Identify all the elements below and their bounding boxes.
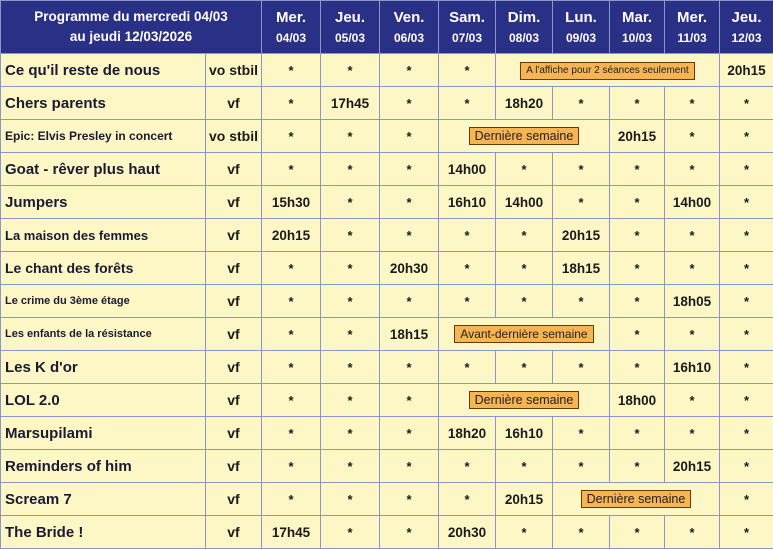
no-showing-mark: * bbox=[665, 153, 720, 186]
day-date: 10/03 bbox=[610, 29, 664, 47]
no-showing-mark: * bbox=[720, 450, 773, 483]
no-showing-mark: * bbox=[380, 54, 439, 87]
no-showing-mark: * bbox=[262, 252, 321, 285]
no-showing-mark: * bbox=[321, 120, 380, 153]
film-row bbox=[1, 417, 773, 450]
no-showing-mark: * bbox=[321, 351, 380, 384]
day-header bbox=[380, 1, 439, 54]
film-row bbox=[1, 384, 773, 417]
no-showing-mark: * bbox=[321, 384, 380, 417]
no-showing-mark: * bbox=[380, 87, 439, 120]
showtime-cell: 16h10 bbox=[439, 186, 496, 219]
day-date: 06/03 bbox=[380, 29, 438, 47]
showtime-cell: 20h15 bbox=[553, 219, 610, 252]
film-version: vf bbox=[206, 417, 262, 450]
no-showing-mark: * bbox=[610, 450, 665, 483]
no-showing-mark: * bbox=[380, 219, 439, 252]
showtime-cell: 20h15 bbox=[262, 219, 321, 252]
day-name: Mer. bbox=[665, 7, 719, 29]
status-banner: Avant-dernière semaine bbox=[454, 325, 593, 343]
no-showing-mark: * bbox=[321, 153, 380, 186]
showtime-cell: 18h15 bbox=[553, 252, 610, 285]
status-banner: A l'affiche pour 2 séances seulement bbox=[520, 62, 694, 80]
no-showing-mark: * bbox=[665, 417, 720, 450]
status-banner: Dernière semaine bbox=[581, 490, 692, 508]
no-showing-mark: * bbox=[665, 87, 720, 120]
no-showing-mark: * bbox=[262, 450, 321, 483]
film-row bbox=[1, 450, 773, 483]
no-showing-mark: * bbox=[439, 219, 496, 252]
no-showing-mark: * bbox=[720, 351, 773, 384]
day-date: 09/03 bbox=[553, 29, 609, 47]
film-version: vf bbox=[206, 186, 262, 219]
no-showing-mark: * bbox=[380, 417, 439, 450]
film-version: vo stbil bbox=[206, 54, 262, 87]
no-showing-mark: * bbox=[380, 516, 439, 549]
no-showing-mark: * bbox=[262, 87, 321, 120]
no-showing-mark: * bbox=[439, 252, 496, 285]
day-name: Mar. bbox=[610, 7, 664, 29]
no-showing-mark: * bbox=[321, 450, 380, 483]
status-banner: Dernière semaine bbox=[469, 391, 580, 409]
no-showing-mark: * bbox=[720, 120, 773, 153]
no-showing-mark: * bbox=[665, 384, 720, 417]
showtime-cell: 18h00 bbox=[610, 384, 665, 417]
no-showing-mark: * bbox=[553, 417, 610, 450]
film-row bbox=[1, 483, 773, 516]
no-showing-mark: * bbox=[720, 516, 773, 549]
no-showing-mark: * bbox=[665, 120, 720, 153]
no-showing-mark: * bbox=[720, 285, 773, 318]
day-date: 04/03 bbox=[262, 29, 320, 47]
film-title: Marsupilami bbox=[1, 417, 206, 450]
no-showing-mark: * bbox=[553, 285, 610, 318]
no-showing-mark: * bbox=[321, 285, 380, 318]
banner-cell bbox=[496, 54, 720, 87]
film-row bbox=[1, 54, 773, 87]
showtime-cell: 20h30 bbox=[380, 252, 439, 285]
no-showing-mark: * bbox=[380, 153, 439, 186]
no-showing-mark: * bbox=[610, 318, 665, 351]
day-name: Ven. bbox=[380, 7, 438, 29]
no-showing-mark: * bbox=[553, 351, 610, 384]
no-showing-mark: * bbox=[380, 483, 439, 516]
day-name: Jeu. bbox=[720, 7, 773, 29]
no-showing-mark: * bbox=[321, 186, 380, 219]
no-showing-mark: * bbox=[496, 219, 553, 252]
showtime-cell: 17h45 bbox=[321, 87, 380, 120]
day-header bbox=[720, 1, 773, 54]
no-showing-mark: * bbox=[262, 384, 321, 417]
no-showing-mark: * bbox=[610, 417, 665, 450]
no-showing-mark: * bbox=[439, 351, 496, 384]
program-title-line2: au jeudi 12/03/2026 bbox=[1, 27, 261, 47]
day-date: 08/03 bbox=[496, 29, 552, 47]
film-title: La maison des femmes bbox=[1, 219, 206, 252]
film-title: Les enfants de la résistance bbox=[1, 318, 206, 351]
no-showing-mark: * bbox=[665, 318, 720, 351]
banner-cell bbox=[439, 120, 610, 153]
no-showing-mark: * bbox=[439, 450, 496, 483]
no-showing-mark: * bbox=[380, 186, 439, 219]
day-name: Lun. bbox=[553, 7, 609, 29]
day-header bbox=[262, 1, 321, 54]
showtime-cell: 18h15 bbox=[380, 318, 439, 351]
no-showing-mark: * bbox=[610, 186, 665, 219]
no-showing-mark: * bbox=[262, 285, 321, 318]
film-version: vf bbox=[206, 87, 262, 120]
film-row bbox=[1, 516, 773, 549]
no-showing-mark: * bbox=[439, 483, 496, 516]
showtime-cell: 18h20 bbox=[439, 417, 496, 450]
film-title: Les K d'or bbox=[1, 351, 206, 384]
showtime-cell: 16h10 bbox=[496, 417, 553, 450]
film-version: vf bbox=[206, 483, 262, 516]
no-showing-mark: * bbox=[262, 351, 321, 384]
no-showing-mark: * bbox=[262, 120, 321, 153]
day-name: Dim. bbox=[496, 7, 552, 29]
no-showing-mark: * bbox=[553, 516, 610, 549]
no-showing-mark: * bbox=[553, 450, 610, 483]
no-showing-mark: * bbox=[720, 186, 773, 219]
film-row bbox=[1, 87, 773, 120]
no-showing-mark: * bbox=[262, 417, 321, 450]
no-showing-mark: * bbox=[720, 153, 773, 186]
no-showing-mark: * bbox=[720, 483, 773, 516]
film-version: vo stbil bbox=[206, 120, 262, 153]
day-header bbox=[321, 1, 380, 54]
status-banner: Dernière semaine bbox=[469, 127, 580, 145]
no-showing-mark: * bbox=[321, 483, 380, 516]
film-title: Chers parents bbox=[1, 87, 206, 120]
banner-cell bbox=[553, 483, 720, 516]
no-showing-mark: * bbox=[610, 153, 665, 186]
showtime-cell: 18h20 bbox=[496, 87, 553, 120]
film-title: LOL 2.0 bbox=[1, 384, 206, 417]
film-version: vf bbox=[206, 318, 262, 351]
showtime-cell: 20h15 bbox=[610, 120, 665, 153]
no-showing-mark: * bbox=[380, 351, 439, 384]
film-version: vf bbox=[206, 450, 262, 483]
film-title: Ce qu'il reste de nous bbox=[1, 54, 206, 87]
no-showing-mark: * bbox=[665, 516, 720, 549]
no-showing-mark: * bbox=[262, 318, 321, 351]
film-title: The Bride ! bbox=[1, 516, 206, 549]
showtime-cell: 20h30 bbox=[439, 516, 496, 549]
film-row bbox=[1, 252, 773, 285]
no-showing-mark: * bbox=[380, 450, 439, 483]
no-showing-mark: * bbox=[496, 450, 553, 483]
header-row bbox=[1, 1, 773, 54]
no-showing-mark: * bbox=[610, 351, 665, 384]
day-date: 05/03 bbox=[321, 29, 379, 47]
day-name: Jeu. bbox=[321, 7, 379, 29]
no-showing-mark: * bbox=[321, 252, 380, 285]
no-showing-mark: * bbox=[720, 87, 773, 120]
day-header bbox=[665, 1, 720, 54]
film-title: Le chant des forêts bbox=[1, 252, 206, 285]
day-header bbox=[496, 1, 553, 54]
film-title: Le crime du 3ème étage bbox=[1, 285, 206, 318]
day-date: 11/03 bbox=[665, 29, 719, 47]
no-showing-mark: * bbox=[321, 318, 380, 351]
day-header bbox=[553, 1, 610, 54]
film-title: Epic: Elvis Presley in concert bbox=[1, 120, 206, 153]
no-showing-mark: * bbox=[665, 252, 720, 285]
film-row bbox=[1, 120, 773, 153]
no-showing-mark: * bbox=[610, 285, 665, 318]
film-row bbox=[1, 153, 773, 186]
no-showing-mark: * bbox=[553, 186, 610, 219]
showtime-cell: 17h45 bbox=[262, 516, 321, 549]
showtime-cell: 20h15 bbox=[496, 483, 553, 516]
no-showing-mark: * bbox=[610, 87, 665, 120]
film-version: vf bbox=[206, 252, 262, 285]
no-showing-mark: * bbox=[380, 120, 439, 153]
no-showing-mark: * bbox=[321, 219, 380, 252]
no-showing-mark: * bbox=[321, 417, 380, 450]
day-name: Mer. bbox=[262, 7, 320, 29]
film-version: vf bbox=[206, 384, 262, 417]
no-showing-mark: * bbox=[380, 384, 439, 417]
no-showing-mark: * bbox=[262, 54, 321, 87]
no-showing-mark: * bbox=[496, 153, 553, 186]
no-showing-mark: * bbox=[496, 516, 553, 549]
banner-cell bbox=[439, 384, 610, 417]
film-row bbox=[1, 186, 773, 219]
showtime-cell: 18h05 bbox=[665, 285, 720, 318]
no-showing-mark: * bbox=[439, 87, 496, 120]
day-date: 12/03 bbox=[720, 29, 773, 47]
day-header bbox=[439, 1, 496, 54]
no-showing-mark: * bbox=[439, 54, 496, 87]
film-version: vf bbox=[206, 219, 262, 252]
no-showing-mark: * bbox=[321, 516, 380, 549]
no-showing-mark: * bbox=[262, 483, 321, 516]
no-showing-mark: * bbox=[262, 153, 321, 186]
film-title: Jumpers bbox=[1, 186, 206, 219]
film-list bbox=[1, 54, 773, 549]
showtime-cell: 14h00 bbox=[496, 186, 553, 219]
banner-cell bbox=[439, 318, 610, 351]
no-showing-mark: * bbox=[720, 318, 773, 351]
film-version: vf bbox=[206, 351, 262, 384]
film-version: vf bbox=[206, 285, 262, 318]
film-row bbox=[1, 219, 773, 252]
program-title bbox=[1, 1, 262, 54]
no-showing-mark: * bbox=[439, 285, 496, 318]
no-showing-mark: * bbox=[720, 252, 773, 285]
film-version: vf bbox=[206, 516, 262, 549]
no-showing-mark: * bbox=[610, 252, 665, 285]
no-showing-mark: * bbox=[610, 219, 665, 252]
program-title-line1: Programme du mercredi 04/03 bbox=[1, 7, 261, 27]
day-header bbox=[610, 1, 665, 54]
showtime-cell: 14h00 bbox=[665, 186, 720, 219]
film-title: Goat - rêver plus haut bbox=[1, 153, 206, 186]
showtime-cell: 20h15 bbox=[665, 450, 720, 483]
day-date: 07/03 bbox=[439, 29, 495, 47]
film-row bbox=[1, 285, 773, 318]
no-showing-mark: * bbox=[553, 87, 610, 120]
film-title: Scream 7 bbox=[1, 483, 206, 516]
no-showing-mark: * bbox=[720, 219, 773, 252]
no-showing-mark: * bbox=[496, 252, 553, 285]
no-showing-mark: * bbox=[553, 153, 610, 186]
no-showing-mark: * bbox=[321, 54, 380, 87]
showtime-cell: 14h00 bbox=[439, 153, 496, 186]
no-showing-mark: * bbox=[496, 351, 553, 384]
film-title: Reminders of him bbox=[1, 450, 206, 483]
showtime-cell: 20h15 bbox=[720, 54, 773, 87]
showtime-cell: 16h10 bbox=[665, 351, 720, 384]
showtime-cell: 15h30 bbox=[262, 186, 321, 219]
no-showing-mark: * bbox=[720, 417, 773, 450]
film-row bbox=[1, 351, 773, 384]
no-showing-mark: * bbox=[380, 285, 439, 318]
no-showing-mark: * bbox=[610, 516, 665, 549]
no-showing-mark: * bbox=[665, 219, 720, 252]
no-showing-mark: * bbox=[720, 384, 773, 417]
no-showing-mark: * bbox=[496, 285, 553, 318]
day-name: Sam. bbox=[439, 7, 495, 29]
film-row bbox=[1, 318, 773, 351]
film-version: vf bbox=[206, 153, 262, 186]
